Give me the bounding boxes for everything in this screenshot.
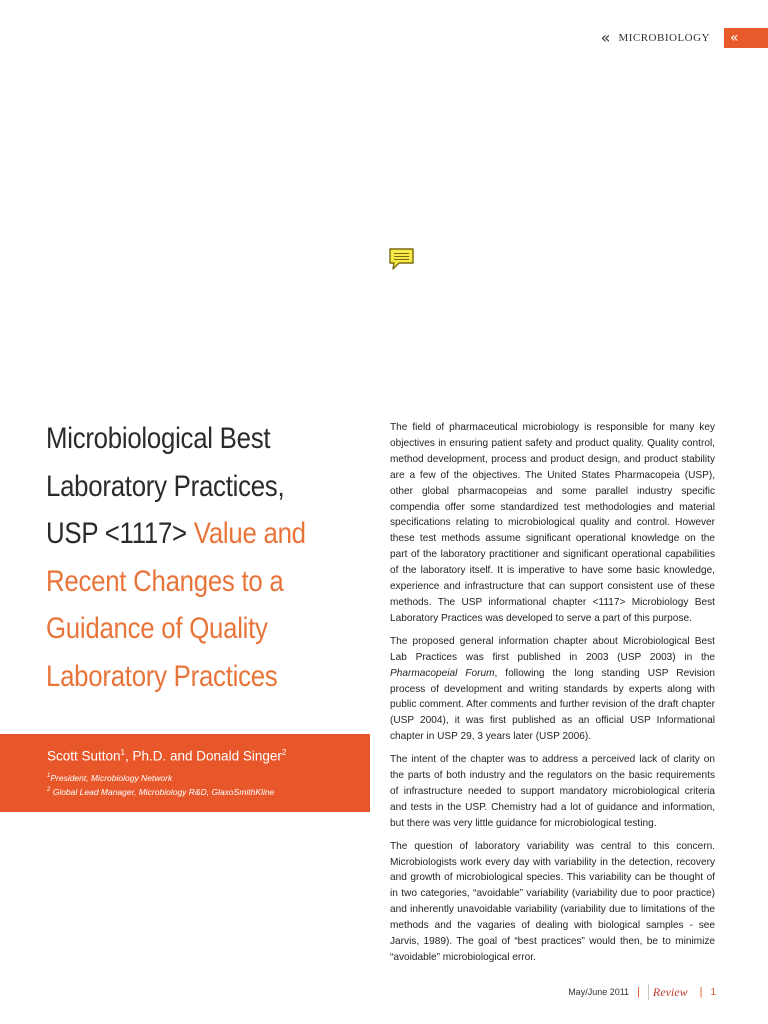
title-part-black: Microbiological Best Laboratory Practices, USP <1117> (46, 422, 285, 550)
affiliation-1-sup: 1 (47, 773, 51, 780)
body-paragraph-2-a: The proposed general information chapter about Microbiological Best Lab Practices was first published in 2003 (USP 2003) in the (390, 635, 715, 663)
page-footer (568, 984, 716, 1000)
author-sup-2: 2 (281, 748, 287, 757)
chevron-left-icon: « (730, 30, 739, 46)
author-line (47, 748, 286, 764)
body-paragraph-2-b: , following the long standing USP Revision process of development and writing standards by experts along with public comment. After comments and further revision of the draft chapter (USP 2004), it was first published as an official USP Informational chapter in USP 29, 3 years later (USP 2006). (390, 667, 716, 743)
section-tab (724, 28, 768, 48)
affiliation-2 (47, 787, 274, 797)
section-label: MICROBIOLOGY (618, 32, 710, 44)
affiliation-2-sup: 2 (47, 787, 51, 794)
issue-date: May/June 2011 (568, 987, 630, 997)
journal-logo-text: Review (652, 984, 688, 999)
journal-logo (648, 984, 692, 1000)
journal-name: Pharmacopeial Forum (390, 667, 495, 679)
affiliation-1-text: President, Microbiology Network (50, 773, 173, 783)
article-title (46, 415, 330, 700)
body-paragraph-2 (390, 634, 715, 745)
footer-separator: | (637, 986, 640, 998)
footer-separator-2: | (699, 986, 703, 998)
body-paragraph-3: The intent of the chapter was to address a perceived lack of clarity on the parts of both industry and the regulators on the basic requirements of infrastructure needed to support mandatory microbiological criteria and tests in the USP. Chemistry had a lot of guidance and information, but there was very little guidance for microbiological testing. (390, 754, 715, 829)
author-joiner: , Ph.D. and Donald Singer (125, 748, 282, 764)
running-header (601, 28, 768, 48)
chevron-left-icon: « (600, 28, 611, 47)
author-name-1: Scott Sutton (47, 748, 121, 764)
affiliation-2-text: Global Lead Manager, Microbiology R&D, GlaxoSmithKline (50, 787, 275, 797)
author-sup-1: 1 (120, 748, 125, 757)
page-number: 1 (710, 986, 716, 998)
author-band (0, 734, 370, 812)
body-paragraph-4: The question of laboratory variability was central to this concern. Microbiologists work every day with variability in the detection, recovery and growth of microbiological species. This variability can be thought of in two categories, “avoidable” variability (variability due to poor practice) and inherently unavoidable variability (variability due to limitations of the methods and the vagaries of dealing with biological samples - see Jarvis, 1989). The goal of “best practices” would then, be to minimize “avoidable” microbiological error. (390, 840, 715, 963)
comment-note-icon[interactable] (388, 247, 415, 272)
title-part-orange: Value and Recent Changes to a Guidance of Quality Laboratory Practices (46, 517, 306, 693)
body-column (390, 420, 715, 973)
affiliation-1 (47, 773, 172, 783)
body-paragraph-1: The field of pharmaceutical microbiology is responsible for many key objectives in ensuring patient safety and product quality. Quality control, method development, process and product design, and product stability are a few of the objectives. The United States Pharmacopeia (USP), other global pharmacopeias and some parallel industry specific compendia offer some standardized test methodologies and material specifications relating to microbiological quality and control. However these test methods assume significant operational knowledge on the part of the laboratory practitioner and significant operational capabilities of the laboratory itself. It is imperative to have some basic knowledge, experience and infrastructure that can support consistent use of these methods. The USP informational chapter <1117> Microbiology Best Laboratory Practices was developed to serve a part of this purpose. (390, 422, 715, 624)
